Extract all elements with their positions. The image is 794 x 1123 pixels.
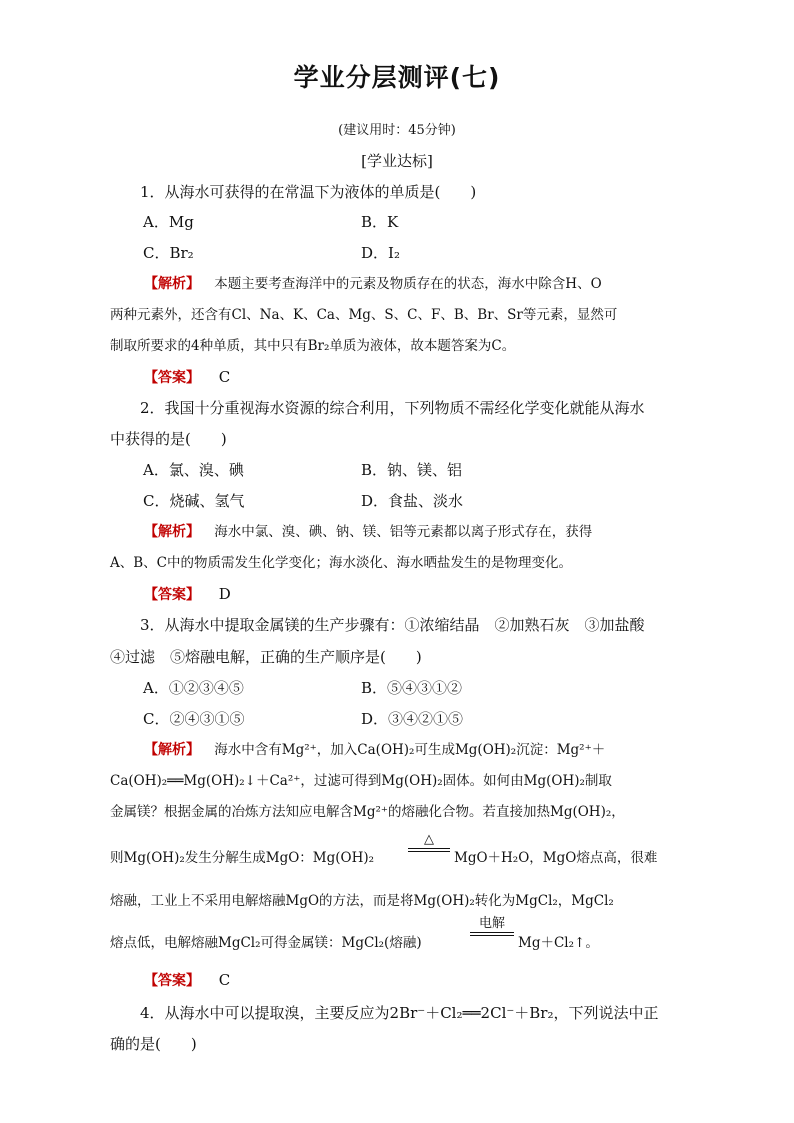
question-1-analysis-line: 【解析】 本题主要考查海洋中的元素及物质存在的状态，海水中除含H、O xyxy=(144,276,602,292)
question-3-analysis-line: 金属镁？根据金属的冶炼方法知应电解含Mg²⁺的熔融化合物。若直接加热Mg(OH)₂， xyxy=(110,804,625,820)
question-2-answer xyxy=(144,584,231,605)
question-2-option-c: C．烧碱、氢气 xyxy=(143,492,245,510)
question-3-option-a: A．①②③④⑤ xyxy=(143,679,244,697)
question-2-option-a: A．氯、溴、碘 xyxy=(143,461,244,479)
question-2-option-b: B．钠、镁、铝 xyxy=(361,461,463,479)
electrolysis-reaction-arrow xyxy=(470,916,514,937)
question-2-analysis-line: A、B、C中的物质需发生化学变化；海水淡化、海水晒盐发生的是物理变化。 xyxy=(110,555,572,571)
question-2-option-d: D．食盐、淡水 xyxy=(361,492,464,510)
question-1-analysis-line: 制取所要求的4种单质，其中只有Br₂单质为液体，故本题答案为C。 xyxy=(110,338,516,354)
question-1-answer xyxy=(144,367,230,388)
question-4-stem: 确的是( ) xyxy=(110,1035,197,1053)
question-1-option-d: D．I₂ xyxy=(361,244,400,262)
question-2-analysis-line: 【解析】 海水中氯、溴、碘、钠、镁、铝等元素都以离子形式存在，获得 xyxy=(144,524,593,540)
answer-label: 【答案】 xyxy=(144,370,200,386)
question-3-analysis-line: 【解析】 海水中含有Mg²⁺，加入Ca(OH)₂可生成Mg(OH)₂沉淀：Mg²⁺＋ xyxy=(144,742,606,758)
question-1-stem: 1．从海水可获得的在常温下为液体的单质是( ) xyxy=(140,183,477,201)
page-title: 学业分层测评(七) xyxy=(293,63,501,92)
question-3-analysis-line: 则Mg(OH)₂发生分解生成MgO：Mg(OH)₂ xyxy=(110,850,375,866)
question-3-analysis-line: 熔融，工业上不采用电解熔融MgO的方法，而是将Mg(OH)₂转化为MgCl₂，MgCl₂ xyxy=(110,893,614,909)
question-1-option-b: B．K xyxy=(361,213,399,231)
question-1-analysis-line: 两种元素外，还含有Cl、Na、K、Ca、Mg、S、C、F、B、Br、Sr等元素，显然可 xyxy=(110,307,618,323)
answer-value: D xyxy=(218,585,231,603)
question-3-option-d: D．③④②①⑤ xyxy=(361,710,464,728)
question-3-analysis-line: 熔点低，电解熔融MgCl₂可得金属镁：MgCl₂(熔融) xyxy=(110,935,422,951)
analysis-label: 【解析】 xyxy=(144,742,200,758)
question-4-stem: 4．从海水中可以提取溴，主要反应为2Br⁻＋Cl₂══2Cl⁻＋Br₂，下列说法中正 xyxy=(140,1004,659,1022)
question-3-answer xyxy=(144,970,230,991)
heat-condition: △ xyxy=(424,832,434,847)
question-3-analysis-line: MgO＋H₂O，MgO熔点高，很难 xyxy=(454,850,658,866)
question-3-analysis-line: Mg＋Cl₂↑。 xyxy=(518,935,599,951)
question-3-option-c: C．②④③①⑤ xyxy=(143,710,245,728)
question-1-option-a: A．Mg xyxy=(143,213,194,231)
analysis-label: 【解析】 xyxy=(144,524,200,540)
question-3-stem: 3．从海水中提取金属镁的生产步骤有：①浓缩结晶 ②加熟石灰 ③加盐酸 xyxy=(140,616,645,634)
electrolysis-condition: 电解 xyxy=(478,916,505,931)
answer-value: C xyxy=(218,971,231,989)
question-2-stem: 2．我国十分重视海水资源的综合利用，下列物质不需经化学变化就能从海水 xyxy=(140,399,645,417)
question-3-analysis-line: Ca(OH)₂══Mg(OH)₂↓＋Ca²⁺，过滤可得到Mg(OH)₂固体。如何由Mg(OH)₂制取 xyxy=(110,773,612,789)
answer-value: C xyxy=(218,368,231,386)
question-3-option-b: B．⑤④③①② xyxy=(361,679,463,697)
question-1-option-c: C．Br₂ xyxy=(143,244,194,262)
question-3-stem: ④过滤 ⑤熔融电解，正确的生产顺序是( ) xyxy=(110,648,422,666)
question-2-stem: 中获得的是( ) xyxy=(110,430,227,448)
answer-label: 【答案】 xyxy=(144,587,200,603)
suggested-time: (建议用时：45分钟) xyxy=(338,123,456,138)
answer-label: 【答案】 xyxy=(144,973,200,989)
heating-reaction-arrow xyxy=(408,832,450,853)
section-heading: [学业达标] xyxy=(361,152,433,170)
analysis-label: 【解析】 xyxy=(144,276,200,292)
